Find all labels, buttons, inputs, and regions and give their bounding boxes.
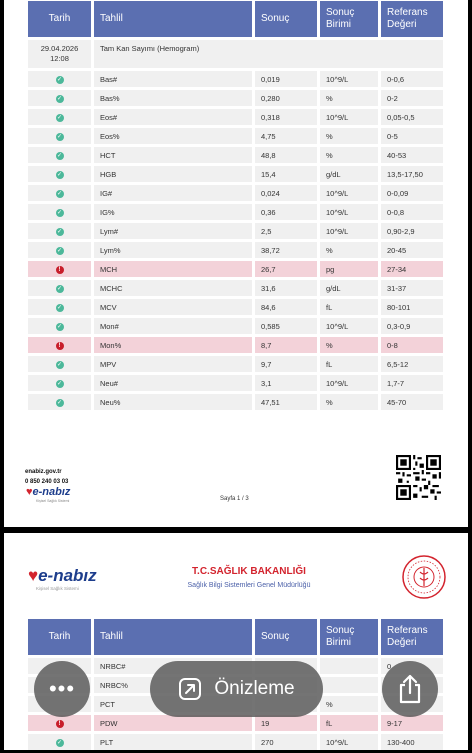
result-value: 0,36 bbox=[255, 204, 317, 220]
result-unit: 10^9/L bbox=[320, 223, 378, 239]
result-value: 0,280 bbox=[255, 90, 317, 106]
reference-range: 31-37 bbox=[381, 280, 443, 296]
group-row bbox=[28, 40, 443, 68]
check-circle-icon: ✓ bbox=[56, 172, 63, 178]
reference-range: 80-101 bbox=[381, 299, 443, 315]
table-row bbox=[28, 394, 443, 410]
reference-range: 40-53 bbox=[381, 147, 443, 163]
table-row bbox=[28, 185, 443, 201]
table-row bbox=[28, 280, 443, 296]
table-row bbox=[28, 204, 443, 220]
test-name: Bas% bbox=[94, 90, 252, 106]
result-unit: 10^9/L bbox=[320, 734, 378, 750]
ministry-header bbox=[154, 566, 344, 589]
result-unit: % bbox=[320, 337, 378, 353]
footer-contact bbox=[25, 467, 68, 487]
table-row bbox=[28, 356, 443, 372]
table-row bbox=[28, 261, 443, 277]
status-cell bbox=[28, 166, 91, 182]
test-name: MCV bbox=[94, 299, 252, 315]
check-circle-icon: ✓ bbox=[56, 210, 63, 216]
check-circle-icon: ✓ bbox=[56, 248, 63, 254]
reference-range: 0-0,09 bbox=[381, 185, 443, 201]
status-cell bbox=[28, 394, 91, 410]
result-value: 31,6 bbox=[255, 280, 317, 296]
reference-range: 0-2 bbox=[381, 90, 443, 106]
ministry-title: T.C.SAĞLIK BAKANLIĞI bbox=[192, 566, 306, 577]
status-cell bbox=[28, 299, 91, 315]
result-value: 19 bbox=[255, 715, 317, 731]
result-unit: % bbox=[320, 128, 378, 144]
alert-circle-icon: ! bbox=[56, 720, 64, 728]
arrow-up-right-box-icon bbox=[178, 677, 202, 701]
reference-range: 130-400 bbox=[381, 734, 443, 750]
table-header-row bbox=[28, 1, 443, 37]
test-name: Bas# bbox=[94, 71, 252, 87]
status-cell bbox=[28, 337, 91, 353]
results-table bbox=[25, 0, 446, 413]
test-name: IG# bbox=[94, 185, 252, 201]
result-unit bbox=[320, 658, 378, 674]
footer-phone: 0 850 240 03 03 bbox=[25, 479, 69, 485]
header-result: Sonuç bbox=[255, 619, 317, 655]
result-value: 8,7 bbox=[255, 337, 317, 353]
ministry-subtitle: Sağlık Bilgi Sistemleri Genel Müdürlüğü bbox=[187, 582, 311, 589]
status-cell bbox=[28, 734, 91, 750]
reference-range: 0,3-0,9 bbox=[381, 318, 443, 334]
header-result: Sonuç bbox=[255, 1, 317, 37]
table-header-row bbox=[28, 619, 443, 655]
test-name: MPV bbox=[94, 356, 252, 372]
table-row bbox=[28, 242, 443, 258]
test-name: PLT bbox=[94, 734, 252, 750]
report-page-2 bbox=[4, 533, 468, 750]
check-circle-icon: ✓ bbox=[56, 381, 63, 387]
result-unit: fL bbox=[320, 715, 378, 731]
result-unit: 10^9/L bbox=[320, 318, 378, 334]
test-name: MCH bbox=[94, 261, 252, 277]
header-date: Tarih bbox=[28, 1, 91, 37]
check-circle-icon: ✓ bbox=[56, 77, 63, 83]
test-name: Lym% bbox=[94, 242, 252, 258]
result-value: 0,019 bbox=[255, 71, 317, 87]
preview-label: Önizleme bbox=[214, 678, 295, 699]
result-value: 38,72 bbox=[255, 242, 317, 258]
header-unit: Sonuç Birimi bbox=[320, 619, 378, 655]
result-value: 2,5 bbox=[255, 223, 317, 239]
check-circle-icon: ✓ bbox=[56, 229, 63, 235]
reference-range: 0 bbox=[381, 658, 443, 674]
test-name: Eos% bbox=[94, 128, 252, 144]
date-text: 29.04.2026 bbox=[40, 44, 79, 53]
status-cell bbox=[28, 90, 91, 106]
preview-button[interactable] bbox=[150, 661, 323, 717]
reference-range: 45-70 bbox=[381, 394, 443, 410]
table-row bbox=[28, 147, 443, 163]
reference-range: 0,05-0,5 bbox=[381, 109, 443, 125]
footer-site: enabiz.gov.tr bbox=[25, 469, 62, 475]
status-cell bbox=[28, 261, 91, 277]
reference-range: 27-34 bbox=[381, 261, 443, 277]
report-page-1 bbox=[4, 0, 468, 527]
logo-text: e-nabız bbox=[38, 566, 97, 585]
table-row bbox=[28, 109, 443, 125]
test-name: HCT bbox=[94, 147, 252, 163]
result-value: 0,585 bbox=[255, 318, 317, 334]
header-unit: Sonuç Birimi bbox=[320, 1, 378, 37]
result-unit: fL bbox=[320, 299, 378, 315]
test-name: Lym# bbox=[94, 223, 252, 239]
result-value: 9,7 bbox=[255, 356, 317, 372]
status-cell bbox=[28, 185, 91, 201]
test-name: NRBC% bbox=[94, 677, 252, 693]
result-unit: 10^9/L bbox=[320, 109, 378, 125]
result-value: 26,7 bbox=[255, 261, 317, 277]
status-cell bbox=[28, 109, 91, 125]
reference-range: 0-5 bbox=[381, 128, 443, 144]
group-title: Tam Kan Sayımı (Hemogram) bbox=[94, 40, 443, 68]
header-test: Tahlil bbox=[94, 619, 252, 655]
page-number: Sayfa 1 / 3 bbox=[220, 496, 249, 502]
result-unit: g/dL bbox=[320, 166, 378, 182]
status-cell bbox=[28, 715, 91, 731]
table-row bbox=[28, 734, 443, 750]
time-text: 12:08 bbox=[50, 54, 69, 63]
test-name: PDW bbox=[94, 715, 252, 731]
enabiz-logo: ♥e-nabız Kişisel Sağlık Sistemi bbox=[28, 566, 97, 591]
result-unit: % bbox=[320, 394, 378, 410]
result-value: 0,024 bbox=[255, 185, 317, 201]
table-row bbox=[28, 337, 443, 353]
status-cell bbox=[28, 318, 91, 334]
status-cell bbox=[28, 280, 91, 296]
reference-range: 13,5-17,50 bbox=[381, 166, 443, 182]
test-name: Mon# bbox=[94, 318, 252, 334]
reference-range: 1,7-7 bbox=[381, 375, 443, 391]
table-row bbox=[28, 223, 443, 239]
result-value: 15,4 bbox=[255, 166, 317, 182]
more-options-button[interactable] bbox=[34, 661, 90, 717]
share-icon bbox=[397, 674, 423, 704]
status-cell bbox=[28, 375, 91, 391]
result-unit bbox=[320, 677, 378, 693]
reference-range: 6,5-12 bbox=[381, 356, 443, 372]
status-cell bbox=[28, 223, 91, 239]
test-name: IG% bbox=[94, 204, 252, 220]
test-name: Eos# bbox=[94, 109, 252, 125]
reference-range: 0-0,8 bbox=[381, 204, 443, 220]
result-value: 48,8 bbox=[255, 147, 317, 163]
check-circle-icon: ✓ bbox=[56, 115, 63, 121]
reference-range: 20-45 bbox=[381, 242, 443, 258]
test-name: Neu% bbox=[94, 394, 252, 410]
logo-text: e-nabız bbox=[32, 486, 71, 498]
result-unit: 10^9/L bbox=[320, 185, 378, 201]
result-value: 47,51 bbox=[255, 394, 317, 410]
ellipsis-icon: ••• bbox=[48, 676, 76, 701]
check-circle-icon: ✓ bbox=[56, 305, 63, 311]
header-date: Tarih bbox=[28, 619, 91, 655]
check-circle-icon: ✓ bbox=[56, 324, 63, 330]
status-cell bbox=[28, 204, 91, 220]
check-circle-icon: ✓ bbox=[56, 96, 63, 102]
alert-circle-icon: ! bbox=[56, 342, 64, 350]
table-row bbox=[28, 299, 443, 315]
reference-range: 9-17 bbox=[381, 715, 443, 731]
table-row bbox=[28, 166, 443, 182]
test-name: NRBC# bbox=[94, 658, 252, 674]
result-unit: % bbox=[320, 90, 378, 106]
check-circle-icon: ✓ bbox=[56, 740, 63, 746]
table-row bbox=[28, 318, 443, 334]
ministry-emblem-icon bbox=[402, 555, 446, 599]
result-unit: 10^9/L bbox=[320, 375, 378, 391]
reference-range: 0-0,6 bbox=[381, 71, 443, 87]
qr-code-icon bbox=[396, 455, 441, 500]
check-circle-icon: ✓ bbox=[56, 362, 63, 368]
enabiz-logo-small: ♥e-nabız Kişisel Sağlık Sistemi bbox=[26, 486, 71, 503]
result-unit: pg bbox=[320, 261, 378, 277]
share-button[interactable] bbox=[382, 661, 438, 717]
result-value: 4,75 bbox=[255, 128, 317, 144]
test-name: HGB bbox=[94, 166, 252, 182]
alert-circle-icon: ! bbox=[56, 266, 64, 274]
test-name: MCHC bbox=[94, 280, 252, 296]
test-name: PCT bbox=[94, 696, 252, 712]
result-unit: % bbox=[320, 696, 378, 712]
status-cell bbox=[28, 242, 91, 258]
date-cell bbox=[28, 40, 91, 68]
check-circle-icon: ✓ bbox=[56, 286, 63, 292]
result-unit: % bbox=[320, 242, 378, 258]
reference-range: 0,90-2,9 bbox=[381, 223, 443, 239]
result-value: 84,6 bbox=[255, 299, 317, 315]
check-circle-icon: ✓ bbox=[56, 134, 63, 140]
result-value: 0,318 bbox=[255, 109, 317, 125]
logo-subtitle: Kişisel Sağlık Sistemi bbox=[36, 586, 79, 591]
result-unit: fL bbox=[320, 356, 378, 372]
result-value: 3,1 bbox=[255, 375, 317, 391]
header-reference: Referans Değeri bbox=[381, 619, 443, 655]
result-unit: % bbox=[320, 147, 378, 163]
status-cell bbox=[28, 356, 91, 372]
reference-range: 0-8 bbox=[381, 337, 443, 353]
header-test: Tahlil bbox=[94, 1, 252, 37]
table-row bbox=[28, 128, 443, 144]
status-cell bbox=[28, 147, 91, 163]
table-row bbox=[28, 90, 443, 106]
status-cell bbox=[28, 128, 91, 144]
logo-subtitle: Kişisel Sağlık Sistemi bbox=[36, 499, 70, 503]
table-row bbox=[28, 375, 443, 391]
table-row bbox=[28, 715, 443, 731]
result-unit: 10^9/L bbox=[320, 204, 378, 220]
check-circle-icon: ✓ bbox=[56, 400, 63, 406]
header-reference: Referans Değeri bbox=[381, 1, 443, 37]
test-name: Mon% bbox=[94, 337, 252, 353]
check-circle-icon: ✓ bbox=[56, 191, 63, 197]
table-row bbox=[28, 71, 443, 87]
result-value: 270 bbox=[255, 734, 317, 750]
status-cell bbox=[28, 71, 91, 87]
result-unit: 10^9/L bbox=[320, 71, 378, 87]
result-unit: g/dL bbox=[320, 280, 378, 296]
check-circle-icon: ✓ bbox=[56, 153, 63, 159]
test-name: Neu# bbox=[94, 375, 252, 391]
